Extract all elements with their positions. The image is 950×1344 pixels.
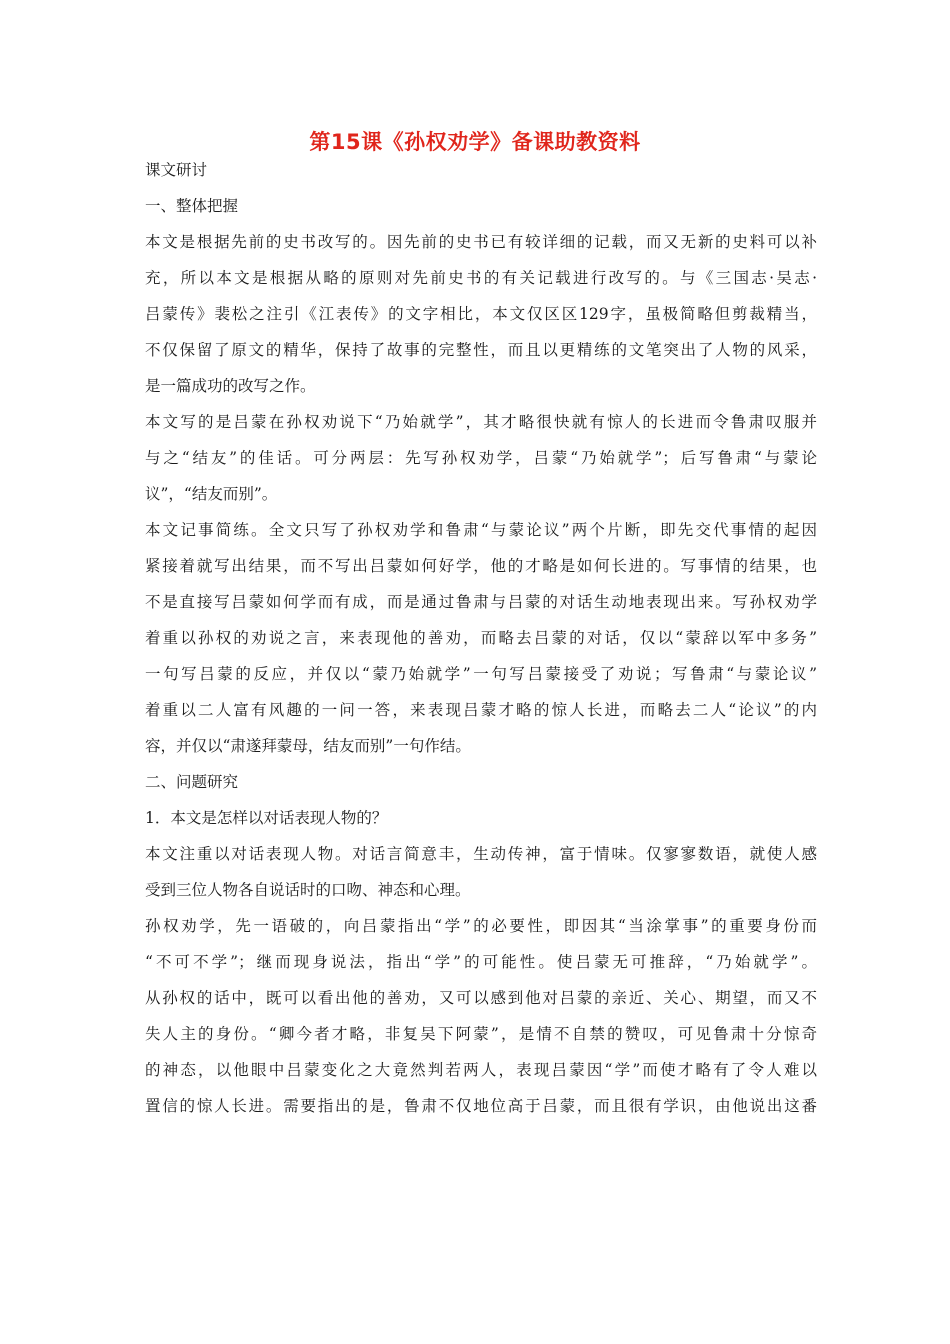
text-line: 受到三位人物各自说话时的口吻、神态和心理。 [145,881,471,899]
text-line: 与之“结友”的佳话。可分两层：先写孙权劝学，吕蒙“乃始就学”；后写鲁肃“与蒙论 [145,449,817,467]
text-line: 本文记事简练。全文只写了孙权劝学和鲁肃“与蒙论议”两个片断，即先交代事情的起因 [145,521,817,539]
text-line: 紧接着就写出结果，而不写出吕蒙如何好学，他的才略是如何长进的。写事情的结果，也 [145,557,817,575]
text-line: 着重以二人富有风趣的一问一答，来表现吕蒙才略的惊人长进，而略去二人“论议”的内 [145,701,817,719]
text-line: 本文注重以对话表现人物。对话言简意丰，生动传神，富于情味。仅寥寥数语，就使人感 [145,845,817,863]
text-line: 本文写的是吕蒙在孙权劝说下“乃始就学”，其才略很快就有惊人的长进而令鲁肃叹服并 [145,413,817,431]
text-line: 是一篇成功的改写之作。 [145,377,316,395]
section2-heading: 二、问题研究 [145,773,239,791]
text-line: 吕蒙传》裴松之注引《江表传》的文字相比，本文仅区区129字，虽极简略但剪裁精当， [145,305,817,323]
paragraph-3 [145,512,817,764]
text-line: 从孙权的话中，既可以看出他的善劝，又可以感到他对吕蒙的亲近、关心、期望，而又不 [145,989,817,1007]
text-line: 孙权劝学，先一语破的，向吕蒙指出“学”的必要性，即因其“当涂掌事”的重要身份而 [145,917,817,935]
paragraph-4 [145,836,817,908]
text-line: 失人主的身份。“卿今者才略，非复吴下阿蒙”，是情不自禁的赞叹，可见鲁肃十分惊奇 [145,1025,817,1043]
document-body [145,152,817,1124]
text-line: 着重以孙权的劝说之言，来表现他的善劝，而略去吕蒙的对话，仅以“蒙辞以军中多务” [145,629,817,647]
text-line: 一句写吕蒙的反应，并仅以“蒙乃始就学”一句写吕蒙接受了劝说；写鲁肃“与蒙论议” [145,665,817,683]
text-line: 容，并仅以“肃遂拜蒙母，结友而别”一句作结。 [145,737,471,755]
paragraph-1 [145,224,817,404]
document-title: 第15课《孙权劝学》备课助教资料 [309,130,641,154]
question-1: 1．本文是怎样以对话表现人物的？ [145,809,388,827]
paragraph-5 [145,908,817,1124]
text-line: 的神态，以他眼中吕蒙变化之大竟然判若两人，表现吕蒙因“学”而使才略有了令人难以 [145,1061,817,1079]
section1-heading: 一、整体把握 [145,197,239,215]
text-line: 本文是根据先前的史书改写的。因先前的史书已有较详细的记载，而又无新的史料可以补 [145,233,817,251]
text-line: 充，所以本文是根据从略的原则对先前史书的有关记载进行改写的。与《三国志·吴志· [145,269,817,287]
text-line: 不是直接写吕蒙如何学而有成，而是通过鲁肃与吕蒙的对话生动地表现出来。写孙权劝学 [145,593,817,611]
paragraph-2 [145,404,817,512]
heading-main: 课文研讨 [145,161,208,179]
text-line: 置信的惊人长进。需要指出的是，鲁肃不仅地位高于吕蒙，而且很有学识，由他说出这番 [145,1097,817,1115]
text-line: “不可不学”；继而现身说法，指出“学”的可能性。使吕蒙无可推辞，“乃始就学”。 [145,953,817,971]
text-line: 不仅保留了原文的精华，保持了故事的完整性，而且以更精练的文笔突出了人物的风采， [145,341,817,359]
text-line: 议”，“结友而别”。 [145,485,278,503]
